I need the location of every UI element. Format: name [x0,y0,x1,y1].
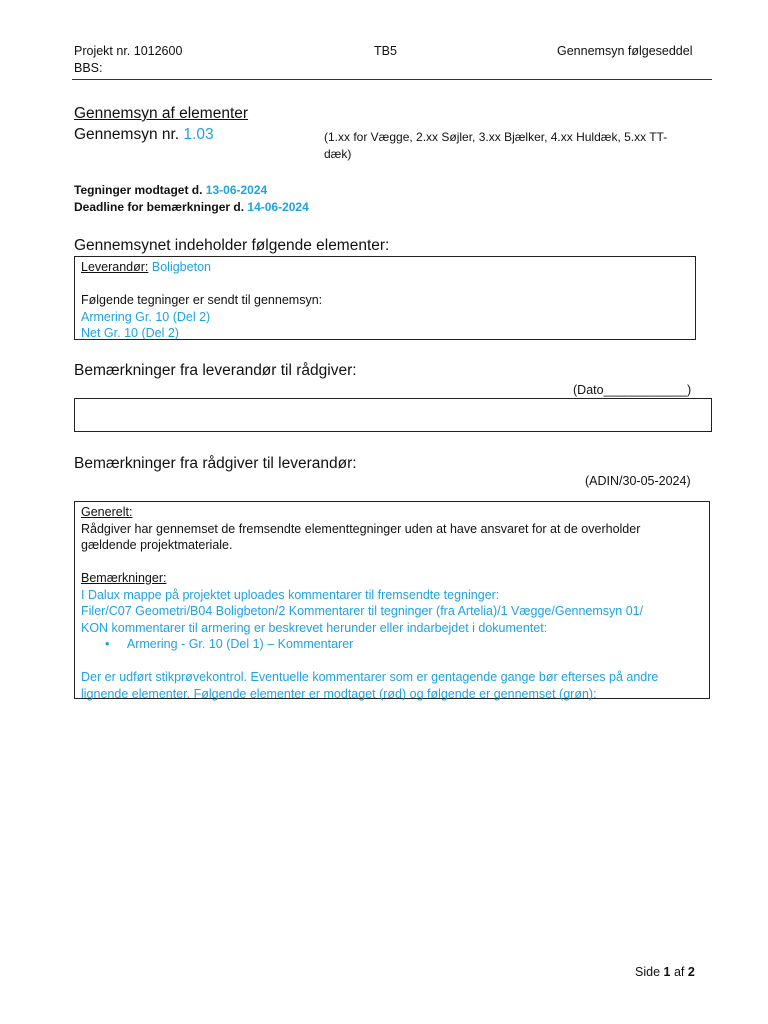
sent-drawings-intro: Følgende tegninger er sendt til gennemsyn: [81,293,323,307]
review-number-row [74,126,214,144]
drawing-item: Armering Gr. 10 (Del 2) [81,309,211,324]
drawings-received-label: Tegninger modtaget d. [74,183,203,197]
spacer [81,554,709,571]
review-number-value: 1.03 [183,126,214,143]
supplier-label: Leverandør: [81,260,149,274]
remarks-text: KON kommentarer til armering er beskrevet herunder eller indarbejdet i dokumentet: [81,620,548,635]
remarks-label: Bemærkninger: [81,571,167,585]
page-number [635,965,695,979]
bbs-label: BBS: [74,61,103,75]
remarks-text: lignende elementer. Følgende elementer er modtaget (rød) og følgende er gennemset (grøn): [81,686,597,701]
remarks-text: Der er udført stikprøvekontrol. Eventuelle kommentarer som er gentagende gange bør efterses på andre [81,670,659,684]
drawing-item: Net Gr. 10 (Del 2) [81,326,179,340]
page-total: 2 [687,965,695,979]
general-label: Generelt: [81,505,133,519]
supplier-name: Boligbeton [151,260,211,274]
bullet-icon: • [105,637,110,651]
section-title: Gennemsyn af elementer [74,105,249,122]
document-title: Gennemsyn følgeseddel [557,44,693,58]
advisor-signature: (ADIN/30-05-2024) [585,474,691,488]
spacer [81,276,695,293]
project-code: TB5 [374,44,397,58]
drawings-received-row [74,183,267,197]
page-sep: af [673,965,685,979]
spacer [81,653,709,670]
drawings-received-date: 13-06-2024 [205,183,268,197]
deadline-date: 14-06-2024 [247,200,309,214]
bullet-item [81,636,709,653]
review-number-legend-cont: dæk) [324,147,352,161]
page-prefix: Side [635,965,661,979]
deadline-label: Deadline for bemærkninger d. [74,200,245,214]
supplier-remarks-box[interactable] [74,398,712,432]
supplier-remarks-heading: Bemærkninger fra leverandør til rådgiver: [74,362,357,379]
bullet-item-text: Armering - Gr. 10 (Del 1) – Kommentarer [126,637,354,651]
advisor-remarks-heading: Bemærkninger fra rådgiver til leverandør: [74,455,357,472]
contents-box [74,256,696,340]
remarks-text: Filer/C07 Geometri/B04 Boligbeton/2 Kommentarer til tegninger (fra Artelia)/1 Vægge/Gennemsyn 01/ [81,604,644,618]
general-text: gældende projektmateriale. [81,538,233,552]
deadline-row [74,200,309,214]
supplier-remarks-date: (Dato____________) [573,383,692,397]
contents-heading: Gennemsynet indeholder følgende elementer: [74,237,390,254]
supplier-row [81,259,695,276]
review-number-legend: (1.xx for Vægge, 2.xx Søjler, 3.xx Bjælker, 4.xx Huldæk, 5.xx TT- [324,130,668,144]
remarks-text: I Dalux mappe på projektet uploades kommentarer til fremsendte tegninger: [81,587,500,602]
advisor-remarks-box [74,501,710,699]
header-divider [72,79,712,80]
general-text: Rådgiver har gennemset de fremsendte elementtegninger uden at have ansvaret for at de overholder [81,521,641,536]
review-number-label: Gennemsyn nr. [74,126,180,143]
page-current: 1 [663,965,671,979]
project-number: Projekt nr. 1012600 [74,44,183,58]
